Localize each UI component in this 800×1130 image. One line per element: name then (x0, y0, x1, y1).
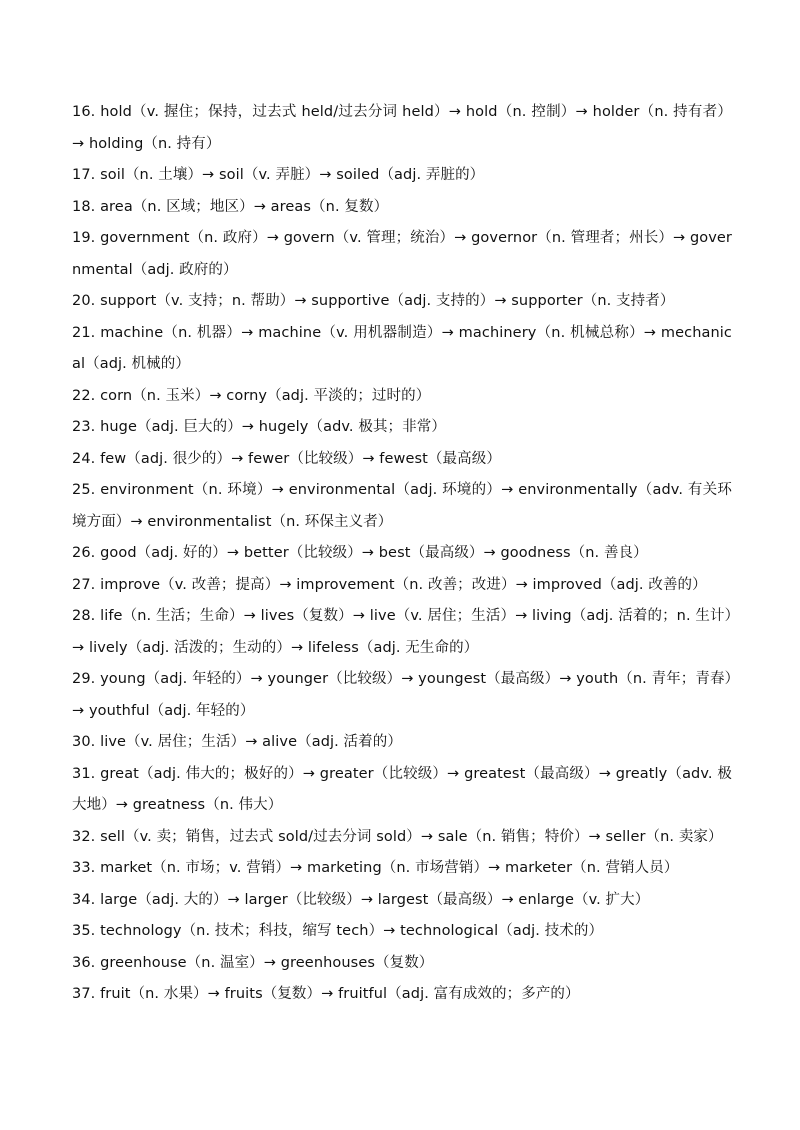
entry-31: 31. great（adj. 伟大的；极好的）→ greater（比较级）→ greatest（最高级）→ greatly（adv. 极大地）→ greatness（n. 伟大） (72, 765, 732, 813)
entry-20: 20. support（v. 支持；n. 帮助）→ supportive（adj. 支持的）→ supporter（n. 支持者） (72, 293, 675, 309)
entry-32: 32. sell（v. 卖；销售，过去式 sold/过去分词 sold）→ sale（n. 销售；特价）→ seller（n. 卖家） (72, 828, 723, 845)
entry-17: 17. soil（n. 土壤）→ soil（v. 弄脏）→ soiled（adj. 弄脏的） (72, 167, 485, 183)
entry-24: 24. few（adj. 很少的）→ fewer（比较级）→ fewest（最高级） (72, 450, 501, 467)
entry-37: 37. fruit（n. 水果）→ fruits（复数）→ fruitful（adj. 富有成效的；多产的） (72, 986, 580, 1002)
entry-21: 21. machine（n. 机器）→ machine（v. 用机器制造）→ machinery（n. 机械总称）→ mechanical（adj. 机械的） (72, 324, 732, 372)
entry-25: 25. environment（n. 环境）→ environmental（adj. 环境的）→ environmentally（adv. 有关环境方面）→ environmentalist（n. 环保主义者） (72, 482, 732, 530)
entry-19: 19. government（n. 政府）→ govern（v. 管理；统治）→ governor（n. 管理者；州长）→ governmental（adj. 政府的） (72, 230, 732, 278)
entry-18: 18. area（n. 区域；地区）→ areas（n. 复数） (72, 198, 389, 215)
entry-30: 30. live（v. 居住；生活）→ alive（adj. 活着的） (72, 734, 402, 750)
entry-35: 35. technology（n. 技术；科技，缩写 tech）→ technological（adj. 技术的） (72, 923, 604, 939)
entry-22: 22. corn（n. 玉米）→ corny（adj. 平淡的；过时的） (72, 387, 431, 404)
entry-27: 27. improve（v. 改善；提高）→ improvement（n. 改善；改进）→ improved（adj. 改善的） (72, 576, 707, 593)
entry-26: 26. good（adj. 好的）→ better（比较级）→ best（最高级）→ goodness（n. 善良） (72, 545, 648, 561)
entry-29: 29. young（adj. 年轻的）→ younger（比较级）→ youngest（最高级）→ youth（n. 青年；青春）→ youthful（adj. 年轻的） (72, 671, 732, 719)
entry-16: 16. hold（v. 握住；保持，过去式 held/过去分词 held）→ hold（n. 控制）→ holder（n. 持有者）→ holding（n. 持有） (72, 104, 732, 152)
entry-36: 36. greenhouse（n. 温室）→ greenhouses（复数） (72, 954, 434, 971)
entry-28: 28. life（n. 生活；生命）→ lives（复数）→ live（v. 居住；生活）→ living（adj. 活着的；n. 生计）→ lively（adj. 活泼的；生动的）→ lifeless（adj. 无生命的） (72, 608, 732, 656)
vocabulary-list (72, 97, 732, 1011)
entry-33: 33. market（n. 市场；v. 营销）→ marketing（n. 市场营销）→ marketer（n. 营销人员） (72, 860, 679, 876)
entry-34: 34. large（adj. 大的）→ larger（比较级）→ largest（最高级）→ enlarge（v. 扩大） (72, 891, 650, 908)
entry-23: 23. huge（adj. 巨大的）→ hugely（adv. 极其；非常） (72, 419, 446, 435)
